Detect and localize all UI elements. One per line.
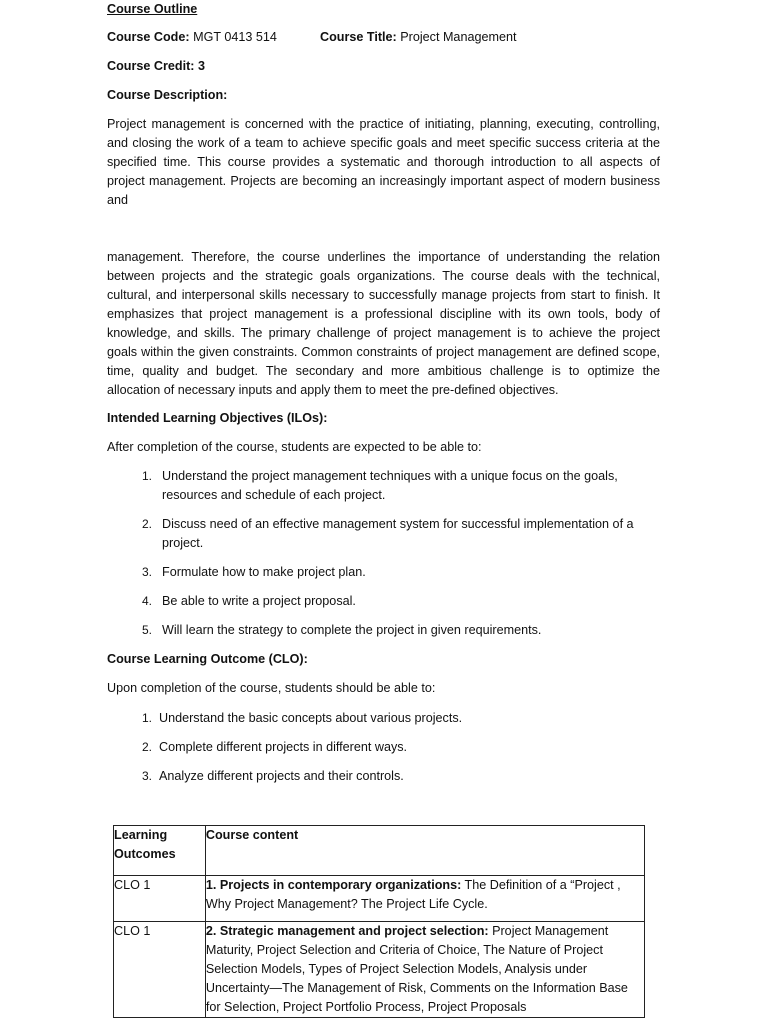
table-row <box>114 922 645 1018</box>
description-paragraph-2 <box>107 248 660 400</box>
paragraph-line: cultural, and interpersonal skills necessary to successfully manage projects from start to finish. It <box>107 288 660 302</box>
ilo-intro: After completion of the course, students are expected to be able to: <box>107 440 482 454</box>
description-paragraph-1 <box>107 115 660 210</box>
table-cell-content <box>205 876 644 922</box>
ilo-item <box>162 515 634 553</box>
ilo-number: 4. <box>142 594 153 608</box>
ilo-item-line: Discuss need of an effective management system for successful implementation of a <box>162 517 634 531</box>
ilo-item-line: project. <box>162 536 204 550</box>
ilo-number: 3. <box>142 565 153 579</box>
ilo-item <box>162 467 618 505</box>
table-header-course-content: Course content <box>205 826 644 876</box>
paragraph-line: Project management is concerned with the practice of initiating, planning, executing, controlling, <box>107 117 660 131</box>
course-code-label: Course Code: <box>107 30 190 44</box>
clo-item: Understand the basic concepts about various projects. <box>159 711 463 725</box>
table-header-row <box>114 826 645 876</box>
content-topic-title: 1. Projects in contemporary organizations: <box>205 878 462 892</box>
ilo-item-line: Will learn the strategy to complete the project in given requirements. <box>162 623 542 637</box>
paragraph-line: goals within the given constraints. Common constraints of project management are defined scope, <box>107 345 660 359</box>
table-cell-outcome: CLO 1 <box>114 876 206 922</box>
course-outline-title: Course Outline <box>107 2 198 16</box>
paragraph-line: specified time. This course provides a systematic and thorough introduction to all aspects of <box>107 155 660 169</box>
paragraph-line: knowledge, and skills. The primary challenge of project management is to achieve the project <box>107 326 660 340</box>
ilo-item <box>162 563 366 582</box>
ilo-number: 2. <box>142 517 153 531</box>
clo-item: Analyze different projects and their controls. <box>159 769 404 783</box>
ilo-item-line: Formulate how to make project plan. <box>162 565 366 579</box>
course-title-row <box>320 28 516 47</box>
table-cell-outcome: CLO 1 <box>114 922 206 1018</box>
table-row <box>114 876 645 922</box>
paragraph-line: between projects and the strategic goals organizations. The course deals with the technical, <box>107 269 660 283</box>
course-description-heading: Course Description: <box>107 88 228 102</box>
ilo-item <box>162 592 356 611</box>
ilo-item-line: resources and schedule of each project. <box>162 488 386 502</box>
paragraph-line: and closing the work of a team to achieve specific goals and meet specific success criteria at the <box>107 136 660 150</box>
clo-number: 3. <box>142 769 153 783</box>
clo-intro: Upon completion of the course, students should be able to: <box>107 681 436 695</box>
paragraph-line: and <box>107 193 129 207</box>
ilo-item <box>162 621 541 640</box>
ilo-heading: Intended Learning Objectives (ILOs): <box>107 411 328 425</box>
course-credit: Course Credit: 3 <box>107 59 205 73</box>
paragraph-line: allocation of necessary inputs and apply them to meet the pre-defined objectives. <box>107 383 559 397</box>
ilo-number: 5. <box>142 623 153 637</box>
paragraph-line: management. Therefore, the course underlines the importance of understanding the relation <box>107 250 660 264</box>
content-topic-title: 2. Strategic management and project selection: <box>205 924 489 938</box>
course-code-value: MGT 0413 514 <box>193 30 277 44</box>
content-topic-text: The Definition of a “Project , Why Project Management? The Project Life Cycle. <box>205 878 621 911</box>
paragraph-line: emphasizes that project management is a professional discipline with its own tools, body of <box>107 307 660 321</box>
table-header-learning-outcomes: Learning Outcomes <box>114 826 206 876</box>
ilo-number: 1. <box>142 469 153 483</box>
paragraph-line: time, quality and budget. The secondary and more ambitious challenge is to optimize the <box>107 364 660 378</box>
course-code-row <box>107 28 277 47</box>
ilo-item-line: Understand the project management techniques with a unique focus on the goals, <box>162 469 618 483</box>
course-content-table <box>113 825 645 1018</box>
course-title-value: Project Management <box>400 30 517 44</box>
ilo-item-line: Be able to write a project proposal. <box>162 594 356 608</box>
table-cell-content <box>205 922 644 1018</box>
course-title-label: Course Title: <box>320 30 397 44</box>
clo-number: 1. <box>142 711 153 725</box>
paragraph-line: project management. Projects are becoming an increasingly important aspect of modern business <box>107 174 660 188</box>
clo-number: 2. <box>142 740 153 754</box>
content-topic-text: Project Management Maturity, Project Selection and Criteria of Choice, The Nature of Project Selection Models, Types of Project Selection Models, Analysis under Uncertainty—The Management of Risk, Comments on the Information Base for Selection, Project Portfolio Process, Project Proposals <box>205 924 628 1014</box>
clo-heading: Course Learning Outcome (CLO): <box>107 652 308 666</box>
clo-item: Complete different projects in different ways. <box>159 740 408 754</box>
